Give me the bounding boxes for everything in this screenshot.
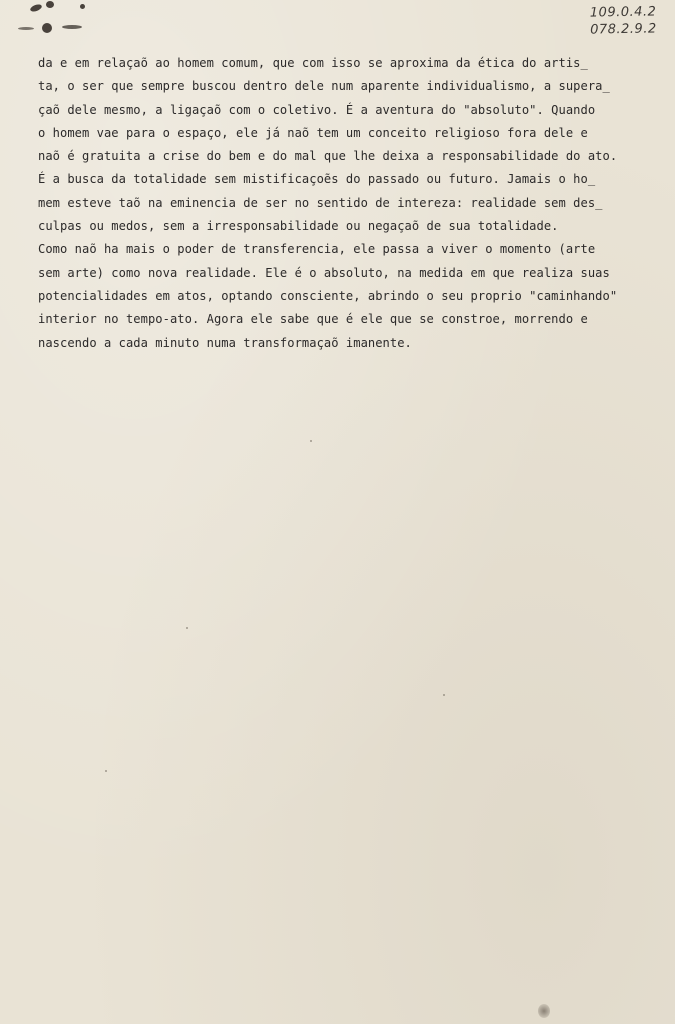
- archive-code: [590, 3, 657, 38]
- text-line: ta, o ser que sempre buscou dentro dele num aparente individualismo, a supera_: [38, 79, 610, 94]
- paper-speck: [105, 770, 107, 772]
- archive-code-line-1: 109.0.4.2: [590, 4, 657, 21]
- text-line: potencialidades em atos, optando consciente, abrindo o seu proprio "caminhando": [38, 288, 618, 303]
- ink-blot: [18, 27, 34, 30]
- typed-body-text: [38, 52, 668, 355]
- archive-code-line-2: 078.2.9.2: [590, 21, 658, 38]
- text-line: Como naõ ha mais o poder de transferencia, ele passa a viver o momento (arte: [38, 242, 596, 257]
- ink-blot: [80, 4, 85, 9]
- text-line: da e em relaçaõ ao homem comum, que com isso se aproxima da ética do artis_: [38, 56, 588, 70]
- text-line: É a busca da totalidade sem mistificaçoẽs do passado ou futuro. Jamais o ho_: [38, 172, 596, 187]
- ink-blot: [46, 1, 54, 8]
- text-line: o homem vae para o espaço, ele já naõ tem um conceito religioso fora dele e: [38, 125, 588, 140]
- text-line: çaõ dele mesmo, a ligaçaõ com o coletivo. É a aventura do "absoluto". Quando: [38, 102, 596, 117]
- text-line: naõ é gratuita a crise do bem e do mal que lhe deixa a responsabilidade do ato.: [38, 149, 618, 164]
- text-line: sem arte) como nova realidade. Ele é o absoluto, na medida em que realiza suas: [38, 265, 610, 280]
- paper-speck: [186, 627, 188, 629]
- ink-blot: [29, 3, 42, 13]
- ink-blot: [62, 25, 82, 29]
- text-line: culpas ou medos, sem a irresponsabilidade ou negaçaõ de sua totalidade.: [38, 219, 559, 234]
- paper-stain: [538, 1004, 550, 1018]
- text-line: nascendo a cada minuto numa transformaçaõ imanente.: [38, 335, 412, 350]
- paper-speck: [443, 694, 445, 696]
- ink-blot: [42, 23, 52, 33]
- text-line: interior no tempo-ato. Agora ele sabe que é ele que se constroe, morrendo e: [38, 312, 588, 327]
- text-line: mem esteve taõ na eminencia de ser no sentido de intereza: realidade sem des_: [38, 195, 603, 210]
- paper-speck: [310, 440, 312, 442]
